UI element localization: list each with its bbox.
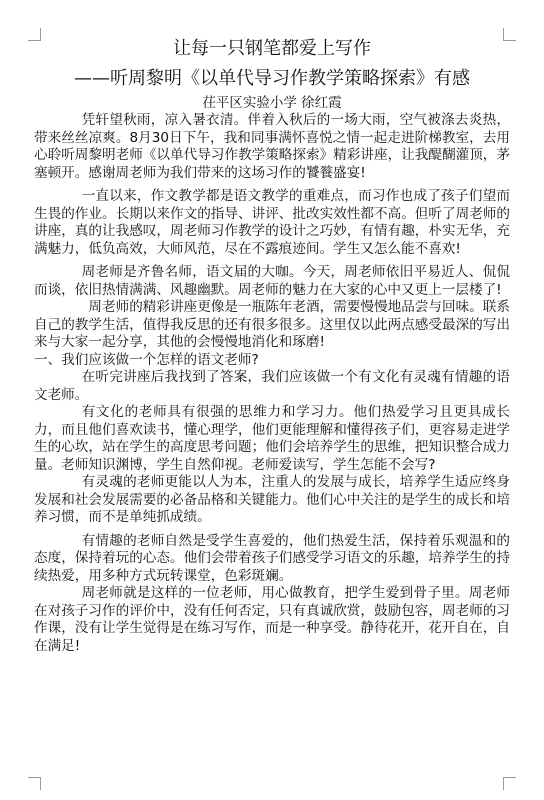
- document-body: [34, 36, 510, 655]
- page-corner-mark: [503, 777, 516, 790]
- paragraph-10: 周老师就是这样的一位老师，用心做教育，把学生爱到骨子里。周老师在对孩子习作的评价中，没有任何否定，只有真诚欣赏，鼓励包容，周老师的习作课，没有让学生觉得是在练习写作，而是一种享受。静待花开，花开自在，自在满足!: [34, 585, 510, 654]
- document-subtitle: ——听周黎明《以单代导习作教学策略探索》有感: [74, 68, 470, 89]
- paragraph-9: 有情趣的老师自然是受学生喜爱的，他们热爱生活，保持着乐观温和的态度，保持着玩的心态。他们会带着孩子们感受学习语文的乐趣，培养学生的持续热爱，用多种方式玩转课堂，色彩斑斓。: [34, 532, 510, 584]
- paragraph-6: 在听完讲座后我找到了答案，我们应该做一个有文化有灵魂有情趣的语文老师。: [34, 369, 510, 403]
- document-title: 让每一只钢笔都爱上写作: [173, 38, 371, 59]
- page-corner-mark: [28, 777, 41, 790]
- paragraph-7: 有文化的老师具有很强的思维力和学习力。他们热爱学习且更具成长力，而且他们喜欢读书，懂心理学，他们更能理解和懂得孩子们，更容易走进学生的心坎，站在学生的高度思考问题；他们会培养学生的思维，把知识整合成力量。老师知识渊博，学生自然仰视。老师爱读写，学生怎能不会写?: [34, 404, 510, 473]
- section-heading: 一、我们应该做一个怎样的语文老师?: [34, 351, 259, 368]
- paragraph-8: 有灵魂的老师更能以人为本，注重人的发展与成长，培养学生适应终身发展和社会发展需要的必备品格和关键能力。他们心中关注的是学生的成长和培养习惯，而不是单纯抓成绩。: [34, 474, 510, 525]
- paragraph-2: 一直以来，作文教学都是语文教学的重难点，而习作也成了孩子们望而生畏的作业。长期以来作文的指导、讲评、批改实效性都不高。但听了周老师的讲座，真的让我感叹，周老师习作教学的设计之巧妙，有情有趣，朴实无华，充满魅力，低负高效，大师风范，尽在不露痕迹间。学生又怎么能不喜欢!: [34, 188, 510, 257]
- paragraph-4: 周老师的精彩讲座更像是一瓶陈年老酒，需要慢慢地品尝与回味。联系自己的教学生活，值得我反思的还有很多很多。这里仅以此两点感受最深的写出来与大家一起分享，其他的会慢慢地消化和琢磨!: [34, 299, 510, 350]
- author-line: 茌平区实验小学 徐红霞: [202, 95, 342, 111]
- paragraph-3: 周老师是齐鲁名师，语文届的大咖。今天，周老师依旧平易近人、侃侃而谈，依旧热情满满、风趣幽默。周老师的魅力在大家的心中又更上一层楼了!: [34, 264, 510, 298]
- paragraph-intro: 凭轩望秋雨，凉入暑衣清。伴着入秋后的一场大雨，空气被涤去炎热，带来丝丝凉爽。8月30日下午，我和同事满怀喜悦之情一起走进阶梯教室，去用心聆听周黎明老师《以单代导习作教学策略探索》精彩讲座，让我醍醐灌顶，茅塞顿开。感谢周老师为我们带来的这场习作的饕餮盛宴!: [34, 112, 510, 181]
